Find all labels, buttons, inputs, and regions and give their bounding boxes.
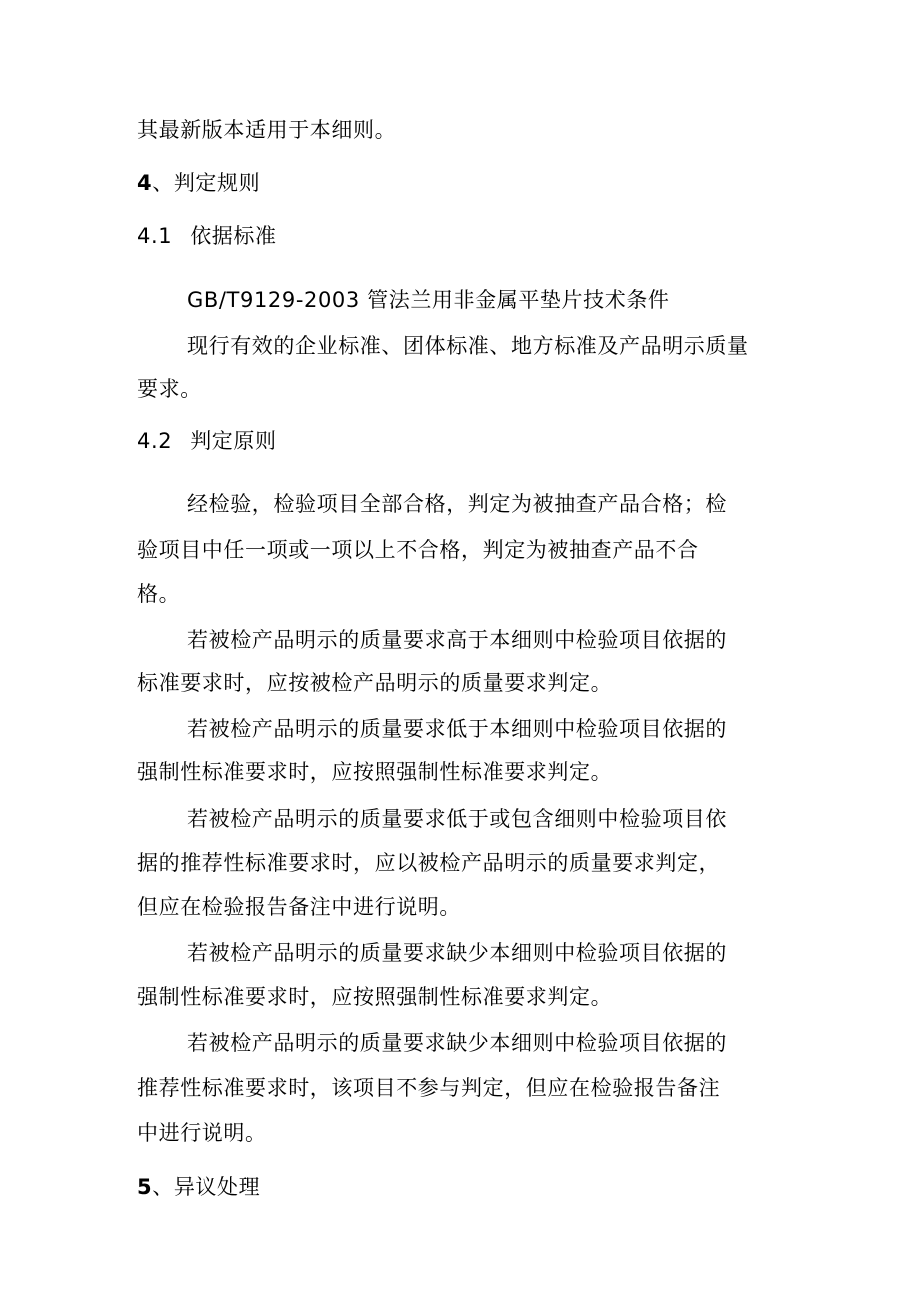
subsection-4-2-heading <box>137 428 277 454</box>
paragraph-4-line-3: 但应在检验报告备注中进行说明。 <box>137 895 461 919</box>
paragraph-5-line-1: 若被检产品明示的质量要求缺少本细则中检验项目依据的 <box>187 941 727 965</box>
subsection-4-2-number: 4.2 <box>137 429 173 453</box>
section-4-number: 4 <box>137 171 153 195</box>
section-5-number: 5 <box>137 1175 153 1199</box>
paragraph-4-line-1: 若被检产品明示的质量要求低于或包含细则中检验项目依 <box>187 807 727 831</box>
subsection-4-2-title: 判定原则 <box>190 429 277 453</box>
subsection-4-1-heading <box>137 223 277 249</box>
paragraph-1-line-2: 验项目中任一项或一项以上不合格，判定为被抽查产品不合 <box>137 538 699 562</box>
paragraph-6-line-1: 若被检产品明示的质量要求缺少本细则中检验项目依据的 <box>187 1031 727 1055</box>
section-5-title: 、异议处理 <box>152 1175 261 1199</box>
paragraph-1-line-3: 格。 <box>137 582 181 606</box>
section-4-title: 、判定规则 <box>152 171 261 195</box>
paragraph-6-line-3: 中进行说明。 <box>137 1121 267 1145</box>
paragraph-3-line-2: 强制性标准要求时，应按照强制性标准要求判定。 <box>137 760 613 784</box>
paragraph-4-line-2: 据的推荐性标准要求时，应以被检产品明示的质量要求判定， <box>137 851 721 875</box>
section-5-heading <box>137 1174 260 1200</box>
paragraph-5-line-2: 强制性标准要求时，应按照强制性标准要求判定。 <box>137 985 613 1009</box>
section-4-heading <box>137 170 260 196</box>
current-standards-line-1: 现行有效的企业标准、团体标准、地方标准及产品明示质量 <box>187 334 749 358</box>
subsection-4-1-number: 4.1 <box>137 224 173 248</box>
paragraph-1-line-1: 经检验，检验项目全部合格，判定为被抽查产品合格；检 <box>187 492 727 516</box>
paragraph-2-line-2: 标准要求时，应按被检产品明示的质量要求判定。 <box>137 671 613 695</box>
paragraph-3-line-1: 若被检产品明示的质量要求低于本细则中检验项目依据的 <box>187 717 727 741</box>
intro-tail-text: 其最新版本适用于本细则。 <box>137 118 397 142</box>
standard-reference: GB/T9129-2003 管法兰用非金属平垫片技术条件 <box>187 288 670 312</box>
paragraph-6-line-2: 推荐性标准要求时，该项目不参与判定，但应在检验报告备注 <box>137 1076 721 1100</box>
paragraph-2-line-1: 若被检产品明示的质量要求高于本细则中检验项目依据的 <box>187 628 727 652</box>
subsection-4-1-title: 依据标准 <box>190 224 277 248</box>
current-standards-line-2: 要求。 <box>137 377 202 401</box>
